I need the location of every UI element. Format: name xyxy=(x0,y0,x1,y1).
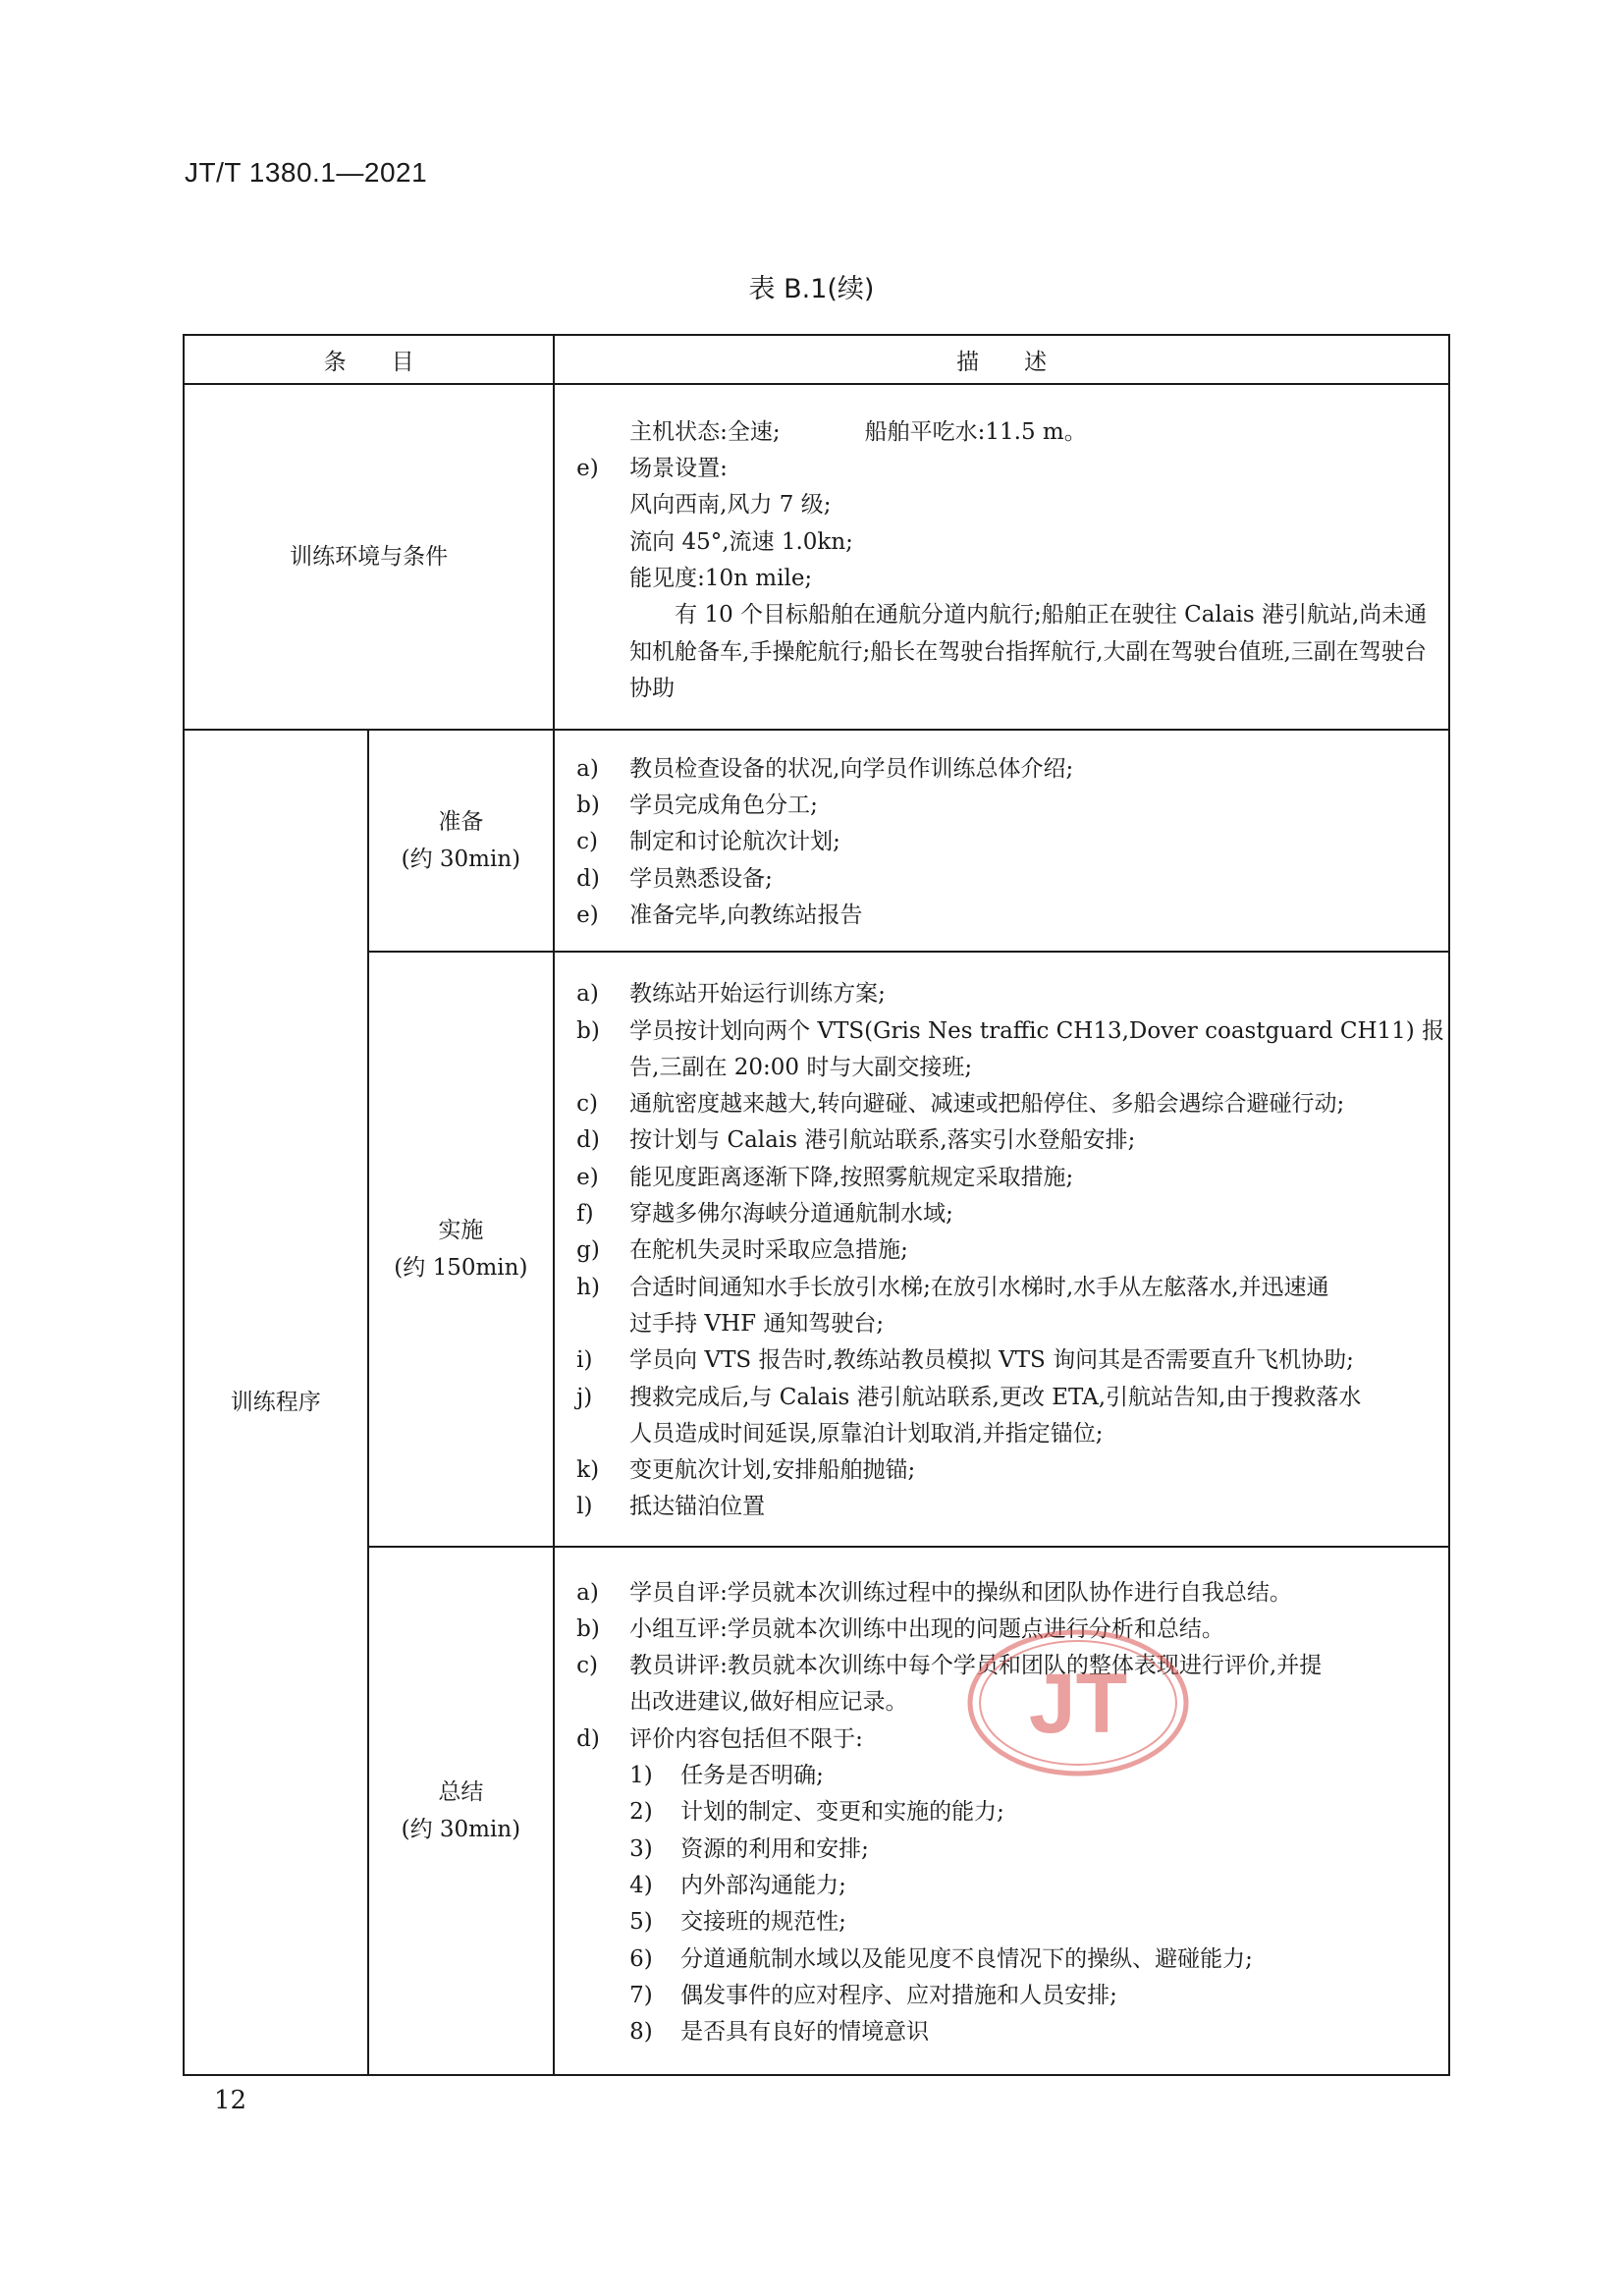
list-text: 学员向 VTS 报告时,教练站教员模拟 VTS 询问其是否需要直升飞机协助; xyxy=(629,1347,1354,1374)
prep-description xyxy=(554,730,1449,952)
column-header-description: 描 述 xyxy=(554,335,1449,384)
prep-item xyxy=(576,788,1434,824)
impl-item xyxy=(576,1452,1434,1489)
env-paragraph: 有 10 个目标船舶在通航分道内航行;船舶正在驶往 Calais 港引航站,尚未通知机舱备车,手操舵航行;船长在驾驶台指挥航行,大副在驾驶台值班,三副在驾驶台协助 xyxy=(629,602,1428,701)
list-marker: d) xyxy=(576,1127,600,1154)
list-marker xyxy=(576,1050,629,1086)
list-text: 教练站开始运行训练方案; xyxy=(629,981,886,1008)
list-text: 能见度距离逐渐下降,按照雾航规定采取措施; xyxy=(629,1164,1074,1190)
list-marker: 8) xyxy=(629,2019,653,2046)
list-marker: k) xyxy=(576,1457,600,1484)
prep-item xyxy=(576,751,1434,788)
env-line: 能见度:10n mile; xyxy=(629,566,813,591)
prep-title: 准备 xyxy=(438,809,484,835)
impl-item xyxy=(576,1232,1434,1269)
env-line: 风向西南,风力 7 级; xyxy=(629,492,832,519)
list-text: 计划的制定、变更和实施的能力; xyxy=(680,1799,1004,1826)
list-text: 变更航次计划,安排船舶抛锚; xyxy=(629,1457,916,1484)
list-marker: l) xyxy=(576,1494,593,1520)
list-text: 交接班的规范性; xyxy=(680,1909,846,1936)
list-text: 教员讲评:教员就本次训练中每个学员和团队的整体表现进行评价,并提 xyxy=(629,1653,1323,1679)
summary-subitem xyxy=(576,2014,1434,2050)
list-text: 学员熟悉设备; xyxy=(629,865,773,892)
list-marker: 3) xyxy=(629,1835,653,1862)
prep-item xyxy=(576,861,1434,898)
impl-duration: (约 150min) xyxy=(394,1255,528,1281)
impl-item-cont xyxy=(576,1306,1434,1342)
list-marker: f) xyxy=(576,1201,594,1228)
document-code: JT/T 1380.1—2021 xyxy=(185,157,428,188)
prep-item xyxy=(576,898,1434,934)
page-number: 12 xyxy=(214,2086,247,2115)
list-text: 偶发事件的应对程序、应对措施和人员安排; xyxy=(680,1982,1117,2008)
list-marker: e) xyxy=(576,1164,599,1190)
list-marker: g) xyxy=(576,1237,600,1264)
list-text: 内外部沟通能力; xyxy=(680,1872,846,1898)
list-text: 抵达锚泊位置 xyxy=(629,1494,766,1520)
prep-duration: (约 30min) xyxy=(401,847,521,872)
summary-subitem xyxy=(576,1941,1434,1978)
list-text: 学员完成角色分工; xyxy=(629,793,818,819)
prep-label xyxy=(368,730,555,952)
impl-item xyxy=(576,1013,1445,1050)
list-marker: 4) xyxy=(629,1872,653,1898)
list-text: 分道通航制水域以及能见度不良情况下的操纵、避碰能力; xyxy=(680,1945,1253,1972)
impl-description xyxy=(554,952,1449,1547)
list-text: 任务是否明确; xyxy=(680,1763,824,1789)
training-table xyxy=(183,334,1450,2076)
impl-label xyxy=(368,952,555,1547)
list-marker: c) xyxy=(576,1653,599,1679)
env-row xyxy=(184,384,1449,730)
list-text: 按计划与 Calais 港引航站联系,落实引水登船安排; xyxy=(629,1127,1136,1154)
list-text: 是否具有良好的情境意识 xyxy=(680,2019,930,2046)
summary-description xyxy=(554,1547,1449,2075)
list-marker: c) xyxy=(576,829,599,855)
list-text: 搜救完成后,与 Calais 港引航站联系,更改 ETA,引航站告知,由于搜救落水 xyxy=(629,1384,1362,1410)
list-text: 学员按计划向两个 VTS(Gris Nes traffic CH13,Dover coastguard CH11) 报 xyxy=(629,1017,1445,1044)
list-text: 教员检查设备的状况,向学员作训练总体介绍; xyxy=(629,755,1074,782)
summary-item xyxy=(576,1575,1434,1612)
impl-row xyxy=(184,952,1449,1547)
prep-row xyxy=(184,730,1449,952)
list-text: 在舵机失灵时采取应急措施; xyxy=(629,1237,908,1264)
list-marker: i) xyxy=(576,1347,593,1374)
summary-duration: (约 30min) xyxy=(401,1817,521,1842)
list-marker: b) xyxy=(576,793,600,819)
list-text: 小组互评:学员就本次训练中出现的问题点进行分析和总结。 xyxy=(629,1615,1224,1642)
summary-title: 总结 xyxy=(438,1779,484,1805)
list-marker: b) xyxy=(576,1615,600,1642)
list-marker xyxy=(576,1684,629,1721)
table-title: 表 B.1(续) xyxy=(748,274,875,304)
list-text: 学员自评:学员就本次训练过程中的操纵和团队协作进行自我总结。 xyxy=(629,1579,1292,1606)
env-label: 训练环境与条件 xyxy=(184,384,554,730)
impl-item xyxy=(576,1086,1434,1122)
impl-item xyxy=(576,1122,1434,1159)
list-marker: h) xyxy=(576,1274,600,1300)
list-marker xyxy=(576,1416,629,1452)
list-marker: a) xyxy=(576,981,599,1008)
env-line: 流向 45°,流速 1.0kn; xyxy=(629,528,853,555)
table-header-row xyxy=(184,335,1449,384)
list-text: 合适时间通知水手长放引水梯;在放引水梯时,水手从左舷落水,并迅速通 xyxy=(629,1274,1329,1300)
list-text: 过手持 VHF 通知驾驶台; xyxy=(629,1310,885,1337)
column-header-item: 条 目 xyxy=(184,335,554,384)
env-line: 主机状态:全速; 船舶平吃水:11.5 m。 xyxy=(629,418,1087,445)
list-marker: b) xyxy=(576,1017,600,1044)
procedure-label: 训练程序 xyxy=(184,730,368,2075)
env-line: e) 场景设置: xyxy=(576,456,728,482)
impl-item-cont xyxy=(576,1050,1434,1086)
summary-row xyxy=(184,1547,1449,2075)
watermark-text: JT xyxy=(1028,1657,1128,1751)
list-marker: 5) xyxy=(629,1909,653,1936)
summary-subitem xyxy=(576,1831,1434,1868)
summary-subitem xyxy=(576,1904,1434,1941)
list-marker: 1) xyxy=(629,1763,653,1789)
summary-subitem xyxy=(576,1868,1434,1904)
impl-item xyxy=(576,1270,1434,1306)
list-marker: a) xyxy=(576,755,599,782)
summary-subitem xyxy=(576,1978,1434,2014)
list-text: 穿越多佛尔海峡分道通航制水域; xyxy=(629,1201,953,1228)
list-marker: 2) xyxy=(629,1799,653,1826)
list-marker: j) xyxy=(576,1384,593,1410)
list-marker: a) xyxy=(576,1579,599,1606)
impl-item xyxy=(576,1342,1434,1379)
list-text: 通航密度越来越大,转向避碰、减速或把船停住、多船会遇综合避碰行动; xyxy=(629,1091,1345,1118)
jt-watermark-icon xyxy=(965,1628,1191,1777)
summary-subitem xyxy=(576,1794,1434,1831)
list-marker: c) xyxy=(576,1091,599,1118)
impl-item xyxy=(576,1489,1434,1525)
list-text: 出改进建议,做好相应记录。 xyxy=(629,1689,908,1716)
list-text: 告,三副在 20:00 时与大副交接班; xyxy=(629,1054,973,1080)
prep-item xyxy=(576,824,1434,860)
impl-item xyxy=(576,1160,1434,1196)
list-text: 评价内容包括但不限于: xyxy=(629,1725,863,1752)
list-marker: 6) xyxy=(629,1945,653,1972)
list-text: 人员造成时间延误,原靠泊计划取消,并指定锚位; xyxy=(629,1420,1104,1447)
impl-item xyxy=(576,1196,1434,1232)
list-marker: d) xyxy=(576,865,600,892)
list-marker xyxy=(576,1306,629,1342)
impl-item xyxy=(576,976,1434,1012)
list-marker: d) xyxy=(576,1725,600,1752)
impl-item-cont xyxy=(576,1416,1434,1452)
impl-title: 实施 xyxy=(438,1218,484,1243)
impl-item xyxy=(576,1380,1434,1416)
list-text: 资源的利用和安排; xyxy=(680,1835,869,1862)
list-marker: e) xyxy=(576,902,599,928)
summary-label xyxy=(368,1547,555,2075)
list-text: 制定和讨论航次计划; xyxy=(629,829,840,855)
env-description xyxy=(554,384,1449,730)
list-marker: 7) xyxy=(629,1982,653,2008)
list-text: 准备完毕,向教练站报告 xyxy=(629,902,863,928)
